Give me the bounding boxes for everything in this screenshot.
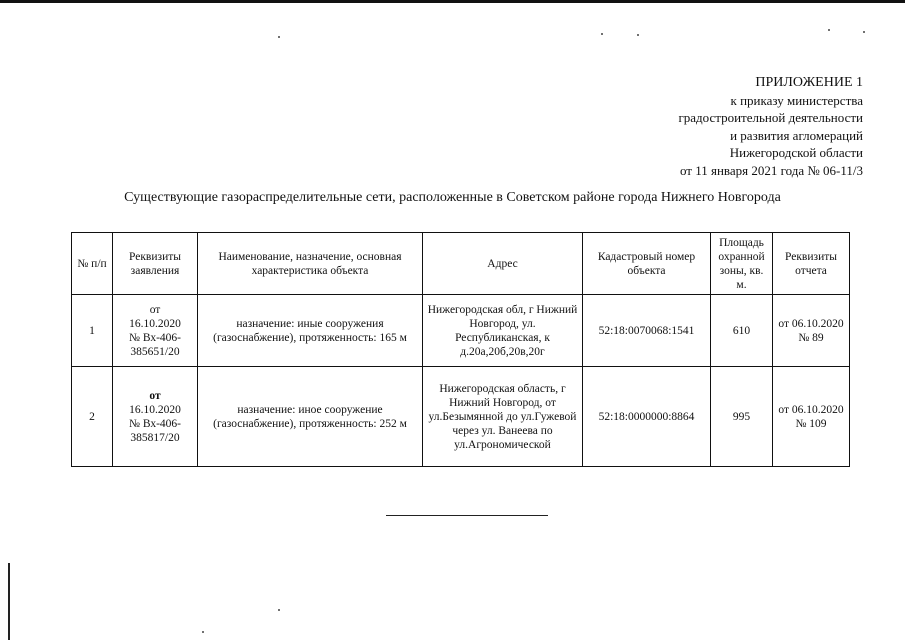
document-title: Существующие газораспределительные сети, расположенные в Советском районе города Нижнего Новгорода <box>124 190 781 205</box>
cell-cadastral: 52:18:0000000:8864 <box>583 367 711 467</box>
appendix-line: от 11 января 2021 года № 06-11/3 <box>679 162 863 178</box>
cell-object-name: назначение: иные сооружения (газоснабжение), протяженность: 165 м <box>198 295 423 367</box>
gas-network-table <box>71 232 850 467</box>
appendix-line: градостроительной деятельности <box>678 110 863 125</box>
header-cadastral: Кадастровый номер объекта <box>583 233 711 295</box>
cell-report: от 06.10.2020 № 109 <box>773 367 850 467</box>
scan-speck <box>202 631 204 633</box>
scan-speck <box>278 36 280 38</box>
left-edge-line <box>8 563 10 640</box>
table-row <box>72 295 850 367</box>
appendix-heading: ПРИЛОЖЕНИЕ 1 <box>755 75 863 90</box>
scan-speck <box>828 29 830 31</box>
header-address: Адрес <box>423 233 583 295</box>
application-from: от <box>149 389 161 402</box>
cell-area: 610 <box>711 295 773 367</box>
cell-number: 2 <box>72 367 113 467</box>
appendix-line: к приказу министерства <box>730 92 863 108</box>
application-date: 16.10.2020 <box>129 403 181 416</box>
appendix-line: Нижегородской области <box>729 145 863 160</box>
cell-area: 995 <box>711 367 773 467</box>
application-from: от <box>149 303 161 316</box>
header-area: Площадь охранной зоны, кв. м. <box>711 233 773 295</box>
header-report: Реквизиты отчета <box>773 233 850 295</box>
scan-speck <box>863 31 865 33</box>
application-date: 16.10.2020 <box>129 317 181 330</box>
appendix-line: и развития агломераций <box>730 127 863 143</box>
application-number: № Вх-406-385651/20 <box>128 331 182 358</box>
cell-application <box>113 295 198 367</box>
cell-cadastral: 52:18:0070068:1541 <box>583 295 711 367</box>
appendix-block <box>678 74 863 179</box>
cell-address: Нижегородская обл, г Нижний Новгород, ул. Республиканская, к д.20а,20б,20в,20г <box>423 295 583 367</box>
scan-speck <box>637 34 639 36</box>
cell-object-name: назначение: иное сооружение (газоснабжение), протяженность: 252 м <box>198 367 423 467</box>
separator-line <box>386 515 548 516</box>
cell-report: от 06.10.2020 № 89 <box>773 295 850 367</box>
header-object-name: Наименование, назначение, основная характеристика объекта <box>198 233 423 295</box>
scan-speck <box>601 33 603 35</box>
top-edge-line <box>0 0 905 3</box>
application-number: № Вх-406-385817/20 <box>128 417 182 444</box>
cell-application <box>113 367 198 467</box>
table-header-row <box>72 233 850 295</box>
header-number: № п/п <box>72 233 113 295</box>
cell-number: 1 <box>72 295 113 367</box>
table-row <box>72 367 850 467</box>
header-application: Реквизиты заявления <box>113 233 198 295</box>
cell-address: Нижегородская область, г Нижний Новгород, от ул.Безымянной до ул.Гужевой через ул. Ванеева по ул.Агрономической <box>423 367 583 467</box>
scan-speck <box>278 609 280 611</box>
